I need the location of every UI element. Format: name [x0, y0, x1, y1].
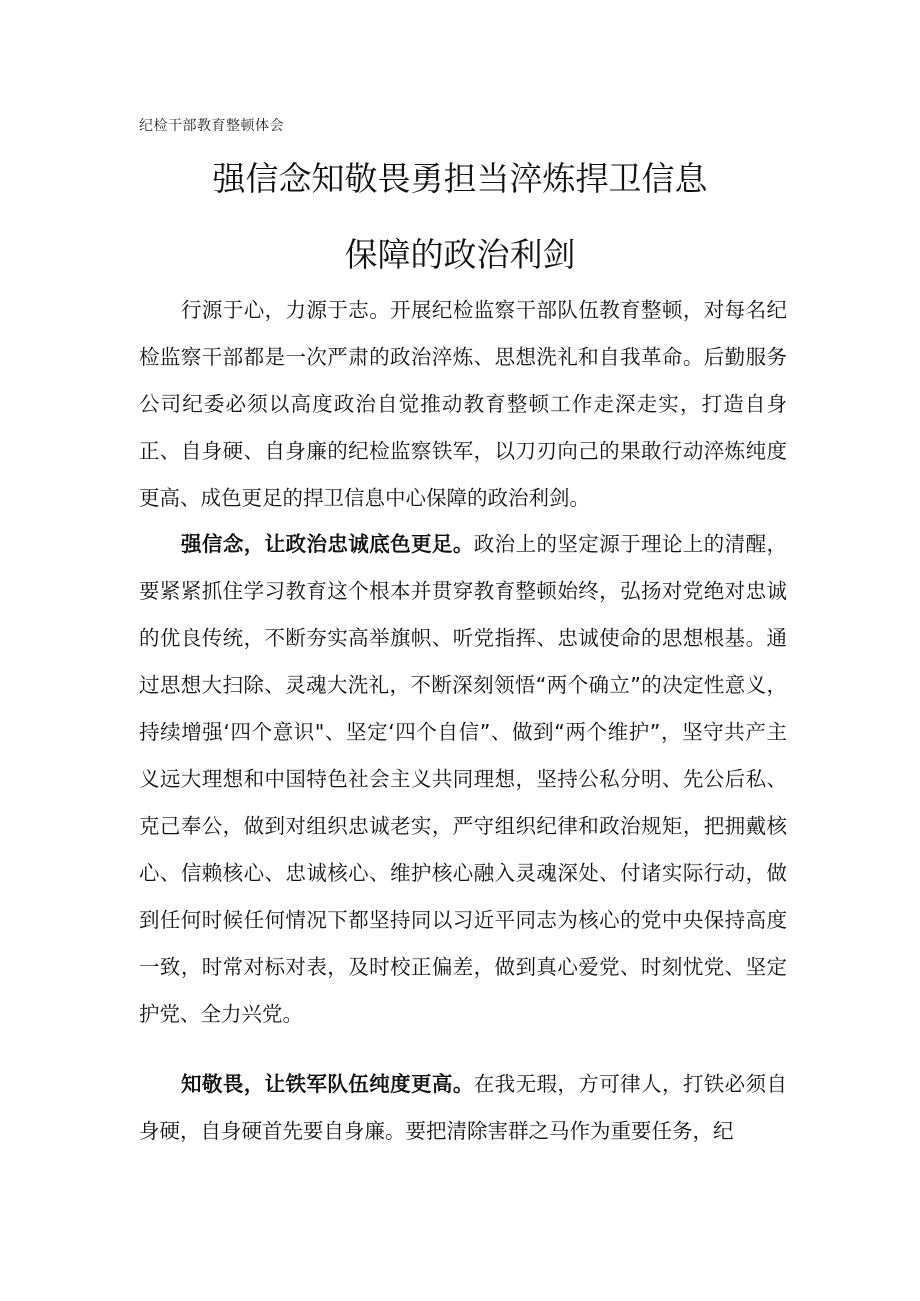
paragraph-2-text: 政治上的坚定源于理论上的清醒，要紧紧抓住学习教育这个根本并贯穿教育整顿始终，弘扬对党绝对忠诚的优良传统，不断夯实高举旗帜、听党指挥、忠诚使命的思想根基。通过思想大扫除、灵魂大洗礼，不断深刻领悟“两个确立”的决定性意义，持续增强‘四个意识"、坚定‘四个自信”、做到“两个维护”，坚守共产主义远大理想和中国特色社会主义共同理想，坚持公私分明、先公后私、克己奉公，做到对组织忠诚老实，严守组织纪律和政治规矩，把拥戴核心、信赖核心、忠诚核心、维护核心融入灵魂深处、付诸实际行动，做到任何时候任何情况下都坚持同以习近平同志为核心的党中央保持高度一致，时常对标对表，及时校正偏差，做到真心爱党、时刻忧党、坚定护党、全力兴党。: [139, 532, 787, 1026]
document-title-line-2: 保障的政治利剑: [344, 235, 576, 274]
paragraph-2-lead-heading: 强信念，让政治忠诚底色更足。: [181, 532, 474, 556]
paragraph-3-lead-heading: 知敬畏，让铁军队伍纯度更高。: [181, 1072, 474, 1096]
paragraph-1-text: 行源于心，力源于志。开展纪检监察干部队伍教育整顿，对每名纪检监察干部都是一次严肃的政治淬炼、思想洗礼和自我革命。后勤服务公司纪委必须以高度政治自觉推动教育整顿工作走深走实，打造自身正、自身硬、自身廉的纪检监察铁军，以刀刃向己的果敢行动淬炼纯度更高、成色更足的捍卫信息中心保障的政治利剑。: [139, 298, 787, 510]
body-paragraph-3: [139, 1061, 787, 1155]
body-paragraph-2: [139, 521, 787, 1038]
document-header-label: 纪检干部教育整顿体会: [139, 118, 284, 134]
paragraph-3-text: 在我无瑕，方可律人，打铁必须自身硬，自身硬首先要自身廉。要把清除害群之马作为重要任务，纪: [139, 1072, 787, 1143]
body-paragraph-1: [139, 287, 787, 522]
document-title-line-1: 强信念知敬畏勇担当淬炼捍卫信息: [212, 159, 708, 198]
